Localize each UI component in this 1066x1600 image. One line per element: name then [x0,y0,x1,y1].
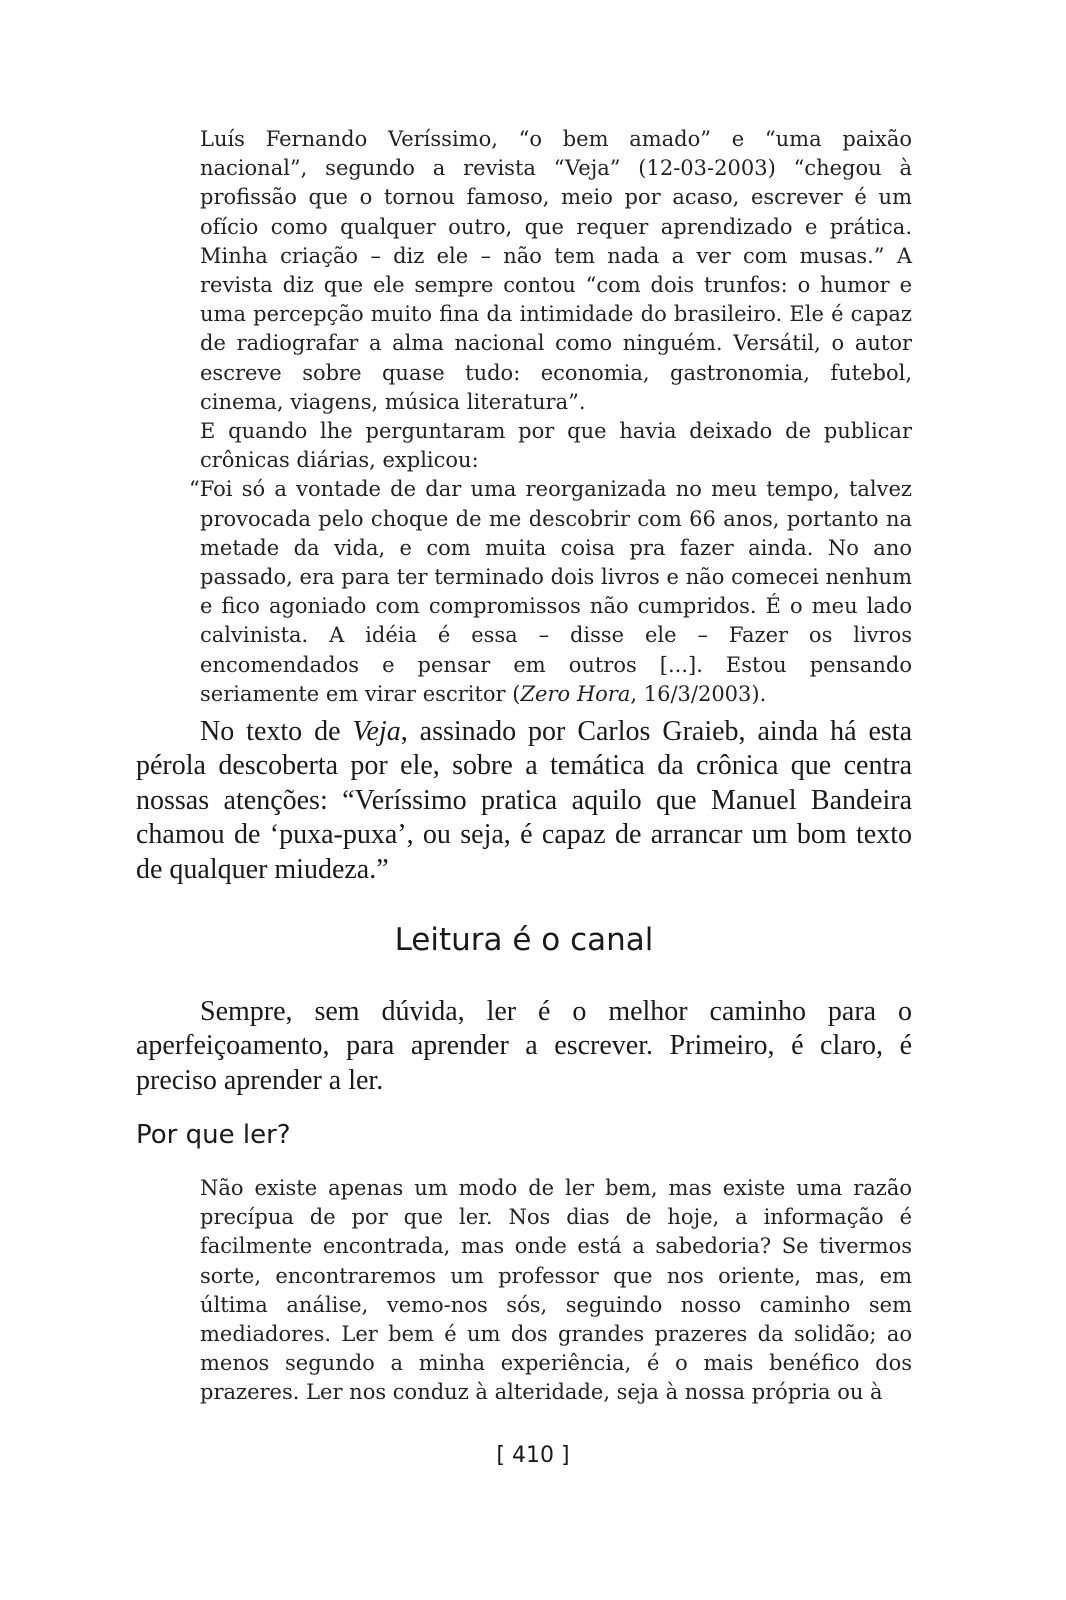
body-text-rest: , assinado por Carlos Graieb, ainda há esta pérola descoberta por ele, sobre a temática da crônica que centra nossas atenções: “Veríssimo pratica aquilo que Manuel Bandeira chamou de ‘puxa-puxa’, ou seja, é capaz de arrancar um bom texto de qualquer miudeza.” [136,716,912,885]
subsection-heading: Por que ler? [136,1120,291,1150]
quote-paragraph-question: E quando lhe perguntaram por que havia deixado de publicar crônicas diárias, explicou: [200,419,912,473]
magazine-name: Veja [352,716,401,747]
quote-paragraph-answer [189,475,912,709]
body-text-start: No texto de [200,716,353,747]
section-paragraph [136,995,912,1098]
source-date: , 16/3/2003). [630,681,767,706]
subsection-quote-block [200,1174,912,1408]
subsection-quote-text: Não existe apenas um modo de ler bem, mas existe uma razão precípua de por que ler. Nos dias de hoje, a informação é facilmente encontrada, mas onde está a sabedoria? Se tivermos sorte, encontraremos um professor que nos oriente, mas, em última análise, vemo-nos sós, seguindo nosso caminho sem mediadores. Ler bem é um dos grandes prazeres da solidão; ao menos segundo a minha experiência, é o mais benéfico dos prazeres. Ler nos conduz à alteridade, seja à nossa própria ou à [200,1176,912,1405]
section-heading: Leitura é o canal [394,922,654,958]
section-paragraph-text: Sempre, sem dúvida, ler é o melhor caminho para o aperfeiçoamento, para aprender a escrever. Primeiro, é claro, é preciso aprender a ler. [136,996,912,1096]
page-number: [ 410 ] [496,1443,570,1468]
source-title: Zero Hora [520,681,631,706]
opening-quote-block [189,125,912,709]
answer-text: “Foi só a vontade de dar uma reorganizada no meu tempo, talvez provocada pelo choque de me descobrir com 66 anos, portanto na metade da vida, e com muita coisa pra fazer ainda. No ano passado, era para ter terminado dois livros e não comecei nenhum e fico agoniado com compromissos não cumpridos. É o meu lado calvinista. A idéia é essa – disse ele – Fazer os livros encomendados e pensar em outros [...]. Estou pensando seriamente em virar escritor ( [189,477,912,706]
quote-paragraph-verissimo: Luís Fernando Veríssimo, “o bem amado” e “uma paixão nacional”, segundo a revista “Veja” (12-03-2003) “chegou à profissão que o tornou famoso, meio por acaso, escrever é um ofício como qualquer outro, que requer aprendizado e prática. Minha criação – diz ele – não tem nada a ver com musas.” A revista diz que ele sempre contou “com dois trunfos: o humor e uma percepção muito fina da intimidade do brasileiro. Ele é capaz de radiografar a alma nacional como ninguém. Versátil, o autor escreve sobre quase tudo: economia, gastronomia, futebol, cinema, viagens, música literatura”. [200,127,912,414]
body-paragraph-veja [136,715,912,887]
